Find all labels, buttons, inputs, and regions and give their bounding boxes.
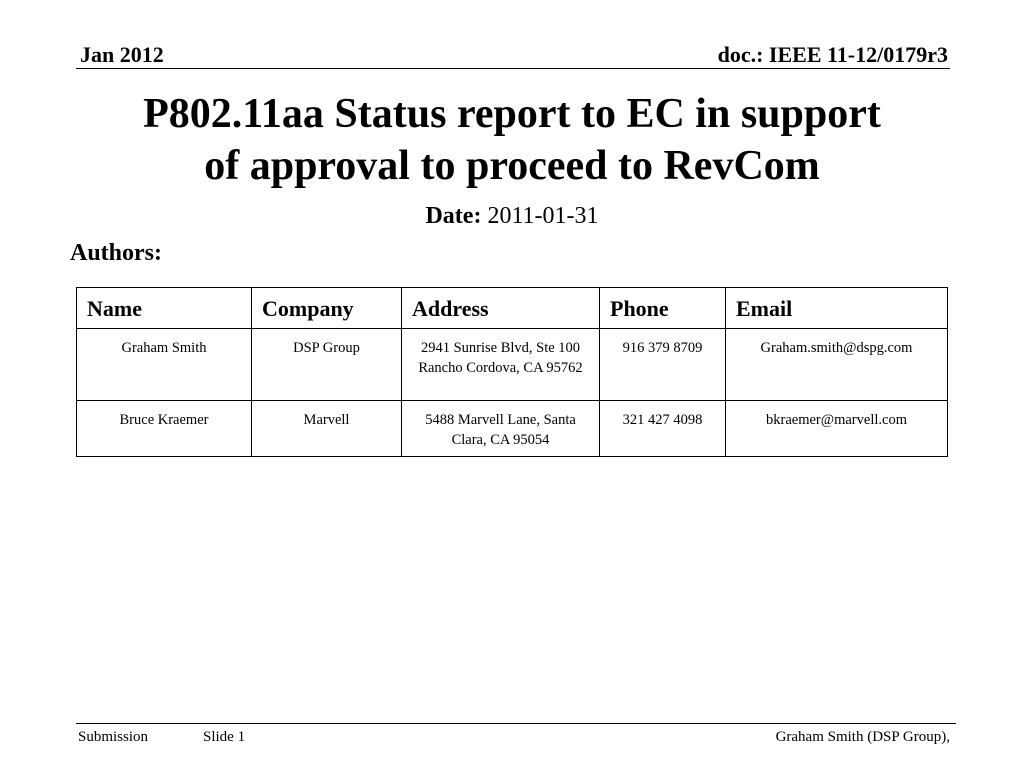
footer-slide-number — [203, 729, 245, 746]
cell-phone: 321 427 4098 — [600, 401, 726, 457]
footer-author: Graham Smith (DSP Group), — [775, 729, 950, 745]
date-line — [0, 203, 1024, 230]
header-rule — [76, 68, 950, 69]
authors-label: Authors: — [70, 240, 163, 266]
date-label: Date: — [425, 203, 482, 229]
cell-address: 2941 Sunrise Blvd, Ste 100 Rancho Cordova, CA 95762 — [402, 329, 600, 401]
header-doc-id: doc.: IEEE 11-12/0179r3 — [717, 42, 948, 67]
slide-label: Slide — [203, 729, 234, 745]
header-date: Jan 2012 — [80, 42, 164, 67]
slide-title — [60, 88, 964, 192]
cell-email: Graham.smith@dspg.com — [726, 329, 948, 401]
title-line-1: P802.11aa Status report to EC in support — [143, 91, 881, 137]
cell-name: Graham Smith — [77, 329, 252, 401]
column-header-phone: Phone — [600, 288, 726, 329]
cell-phone: 916 379 8709 — [600, 329, 726, 401]
slide-number: 1 — [237, 729, 246, 745]
column-header-address: Address — [402, 288, 600, 329]
footer-submission: Submission — [78, 729, 149, 745]
title-line-2: of approval to proceed to RevCom — [204, 143, 820, 189]
cell-name: Bruce Kraemer — [77, 401, 252, 457]
cell-company: Marvell — [252, 401, 402, 457]
column-header-name: Name — [77, 288, 252, 329]
cell-address: 5488 Marvell Lane, Santa Clara, CA 95054 — [402, 401, 600, 457]
table-row — [77, 401, 948, 457]
date-value: 2011-01-31 — [487, 203, 599, 229]
cell-company: DSP Group — [252, 329, 402, 401]
column-header-company: Company — [252, 288, 402, 329]
cell-email: bkraemer@marvell.com — [726, 401, 948, 457]
table-row — [77, 329, 948, 401]
footer-rule — [76, 723, 956, 724]
column-header-email: Email — [726, 288, 948, 329]
authors-table — [76, 287, 948, 457]
table-header-row — [77, 288, 948, 329]
